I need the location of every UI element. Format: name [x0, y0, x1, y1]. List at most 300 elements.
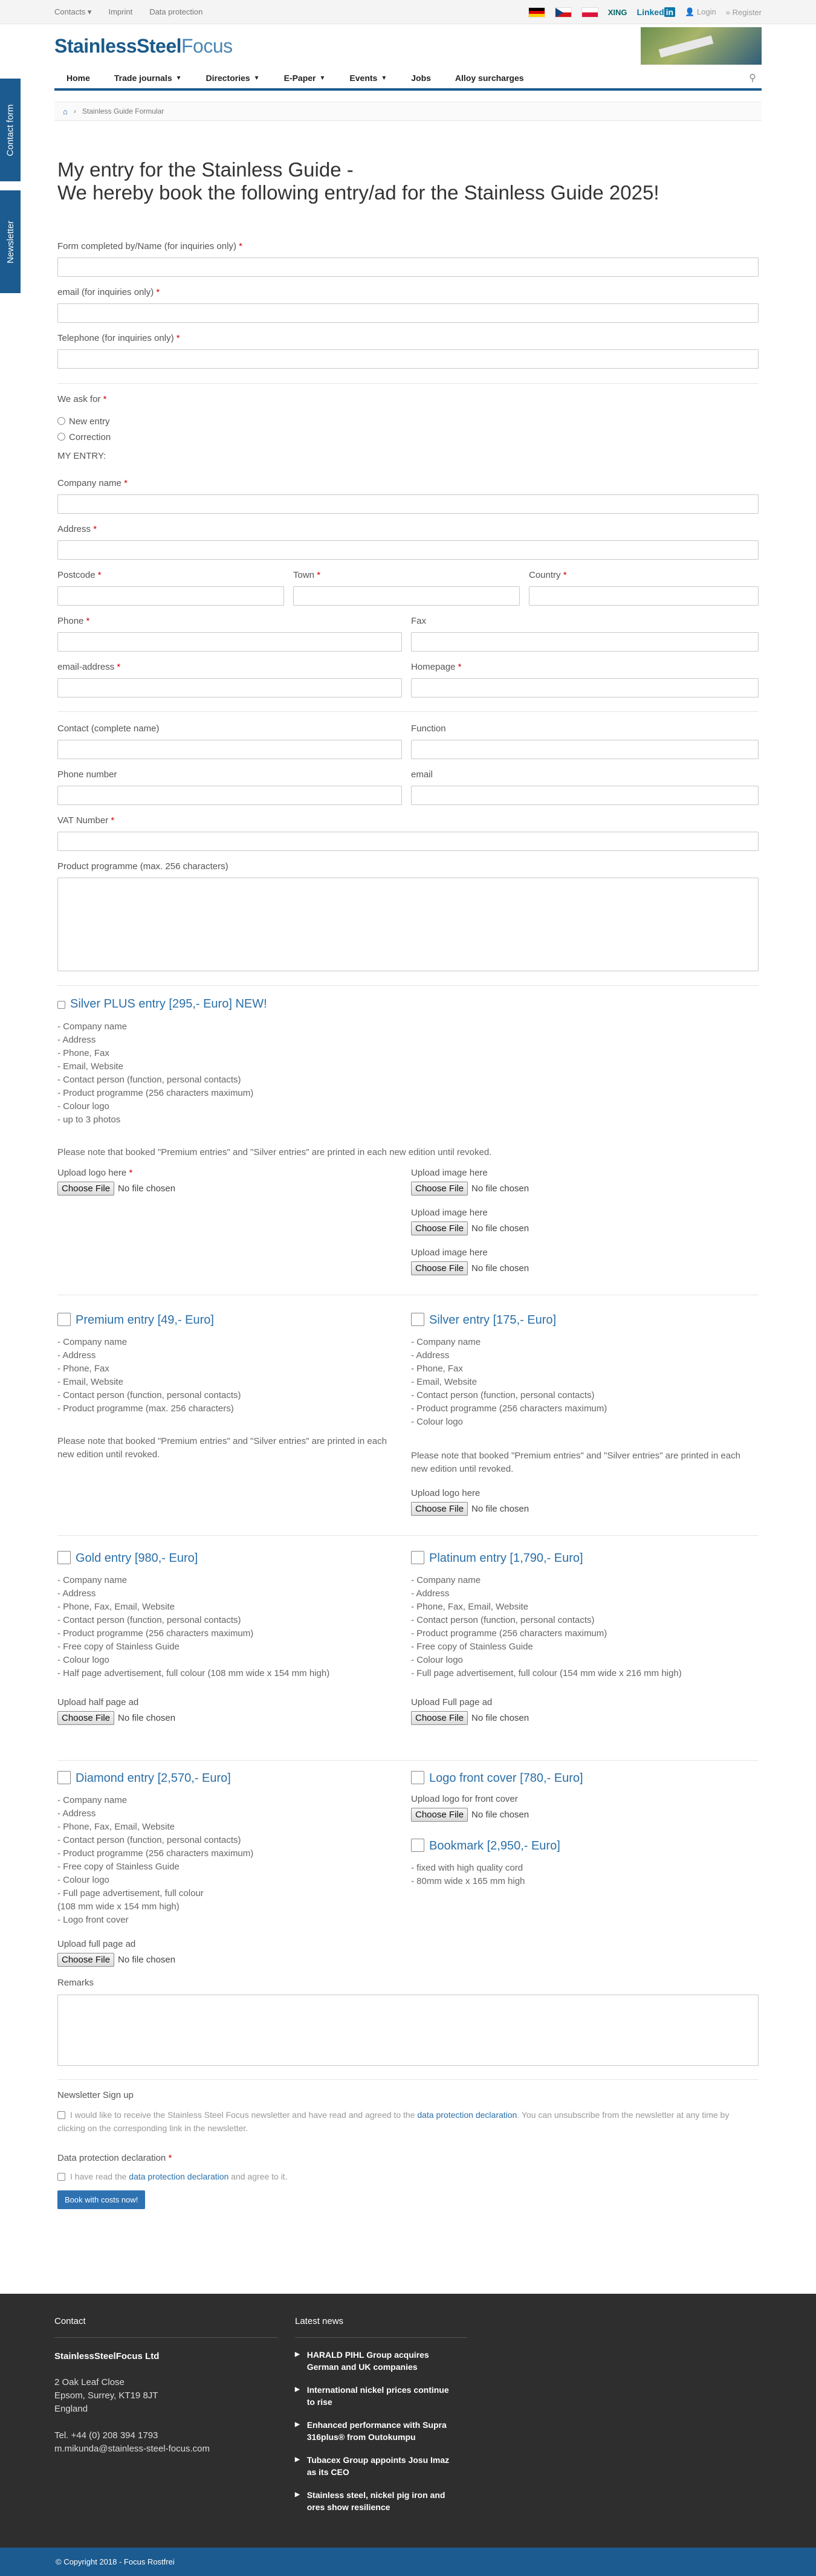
linkedin-in: in [664, 7, 675, 17]
contact-form-tab[interactable] [0, 79, 21, 181]
nav-home[interactable] [54, 73, 102, 83]
upload-half-page-label: Upload half page ad [57, 1697, 139, 1707]
search-icon[interactable]: ⚲ [749, 73, 756, 83]
vat-label [57, 815, 114, 826]
no-file-text: No file chosen [471, 1504, 529, 1514]
list-item: - Full page advertisement, full colour (154 mm wide x 216 mm high) [411, 1668, 682, 1678]
upload-front-cover-label: Upload logo for front cover [411, 1794, 518, 1804]
premium-features [57, 1336, 241, 1416]
news-item[interactable] [295, 2489, 458, 2513]
page-title-line-1: My entry for the Stainless Guide - [57, 158, 354, 181]
list-item: - Contact person (function, personal contacts) [411, 1390, 595, 1400]
newsletter-tab-label: Newsletter [5, 220, 16, 264]
gold-checkbox[interactable] [57, 1551, 71, 1564]
list-item: - Full page advertisement, full colour [57, 1888, 204, 1898]
postcode-label [57, 570, 102, 580]
header-banner-image[interactable] [641, 27, 762, 65]
list-item: - Email, Website [57, 1377, 123, 1387]
newsletter-text-a: I would like to receive the Stainless Steel Focus newsletter and have read and agreed to the [70, 2110, 418, 2120]
divider [57, 985, 759, 986]
required-mark: * [458, 662, 462, 672]
we-ask-for-text: We ask for [57, 394, 101, 404]
no-file-text: No file chosen [118, 1183, 176, 1194]
nav-events-label: Events [349, 73, 378, 83]
arrow-right-icon: ▶ [295, 2456, 300, 2463]
divider [57, 1760, 759, 1761]
news-item[interactable] [295, 2349, 458, 2373]
list-item: - Free copy of Stainless Guide [57, 1642, 180, 1652]
register-label: Register [732, 7, 762, 17]
news-item-title: HARALD PIHL Group acquires German and UK companies [306, 2350, 429, 2372]
completed-by-input[interactable] [57, 257, 759, 277]
linkedin-icon[interactable] [637, 7, 676, 17]
completed-by-text: Form completed by/Name (for inquiries only) [57, 241, 236, 251]
list-item: - Contact person (function, personal contacts) [57, 1615, 241, 1625]
list-item: - Product programme (256 characters maximum) [57, 1088, 254, 1098]
remarks-label: Remarks [57, 1978, 94, 1988]
list-item: - Address [57, 1350, 96, 1361]
list-item: - Product programme (256 characters maximum) [411, 1628, 607, 1639]
logo-part-2: Focus [181, 34, 233, 57]
address-text: Address [57, 524, 91, 534]
address-input[interactable] [57, 540, 759, 560]
list-item: - Address [57, 1588, 96, 1599]
upload-image-label: Upload image here [411, 1248, 488, 1258]
user-icon: 👤 [685, 7, 695, 16]
phone-text: Phone [57, 616, 84, 626]
list-item: - Company name [411, 1575, 481, 1585]
silver-plus-note: Please note that booked "Premium entries" and "Silver entries" are printed in each new edition until revoked. [57, 1147, 492, 1157]
no-file-text: No file chosen [471, 1263, 529, 1273]
address-line: England [54, 2404, 88, 2414]
divider [295, 2337, 467, 2338]
list-item: - Free copy of Stainless Guide [57, 1862, 180, 1872]
email-address-text: email-address [57, 662, 115, 672]
site-logo[interactable] [54, 35, 233, 57]
silver-option[interactable] [411, 1313, 556, 1327]
news-item-title: Enhanced performance with Supra 316plus® from Outokumpu [306, 2420, 447, 2442]
function-input[interactable] [411, 740, 759, 759]
list-item: (108 mm wide x 154 mm high) [57, 1901, 180, 1912]
email-address-input[interactable] [57, 678, 402, 697]
choose-file-button[interactable]: Choose File [57, 1953, 114, 1967]
no-file-text: No file chosen [471, 1183, 529, 1194]
login-link[interactable] [685, 7, 716, 17]
nav-epaper-label: E-Paper [283, 73, 316, 83]
newsletter-tab[interactable] [0, 190, 21, 293]
new-entry-label: New entry [69, 416, 110, 427]
silver-title: Silver entry [175,- Euro] [429, 1313, 557, 1327]
choose-file-button[interactable]: Choose File [411, 1711, 468, 1725]
xing-icon[interactable]: XING [607, 7, 627, 17]
list-item: - Address [57, 1035, 96, 1045]
upload-logo-label: Upload logo here [411, 1488, 481, 1498]
list-item: - Colour logo [411, 1655, 463, 1665]
czech-flag-icon[interactable] [555, 7, 572, 18]
nav-jobs-label: Jobs [411, 73, 431, 83]
breadcrumb-sep: › [73, 107, 76, 115]
list-item: - fixed with high quality cord [411, 1863, 523, 1873]
logo-front-cover-title: Logo front cover [780,- Euro] [429, 1772, 583, 1785]
fax-label: Fax [411, 616, 427, 626]
premium-note: Please note that booked "Premium entries" and "Silver entries" are printed in each new edition until revoked. [57, 1436, 387, 1460]
required-mark: * [168, 2153, 172, 2163]
list-item: - Phone, Fax [57, 1364, 109, 1374]
nav-directories-label: Directories [206, 73, 250, 83]
choose-file-button[interactable]: Choose File [57, 1711, 114, 1725]
company-name-input[interactable] [57, 494, 759, 514]
imprint-link[interactable]: Imprint [108, 7, 133, 16]
choose-file-button[interactable]: Choose File [411, 1182, 468, 1196]
breadcrumb [54, 102, 762, 121]
telephone-inquiries-text: Telephone (for inquiries only) [57, 333, 174, 343]
new-entry-option[interactable] [57, 416, 110, 427]
data-protection-checkbox[interactable] [57, 2173, 65, 2181]
chevron-down-icon: ▼ [381, 74, 387, 82]
linkedin-text: Linked [636, 7, 664, 17]
contact-form-tab-label: Contact form [5, 104, 16, 156]
correction-option[interactable] [57, 432, 111, 442]
register-icon: » [725, 7, 730, 17]
company-name-text: Company name [57, 478, 121, 488]
chevron-down-icon: ▼ [319, 74, 326, 82]
news-item-title: Stainless steel, nickel pig iron and ores show resilience [306, 2490, 445, 2512]
login-label: Login [696, 7, 716, 16]
logo-front-cover-option[interactable] [411, 1771, 583, 1785]
nav-directories[interactable] [194, 73, 272, 83]
bookmark-features [411, 1862, 525, 1888]
list-item: - Email, Website [57, 1061, 123, 1072]
home-icon[interactable]: ⌂ [63, 106, 68, 116]
copyright-bar [0, 2548, 816, 2576]
platinum-features [411, 1574, 682, 1680]
list-item: - Company name [57, 1795, 128, 1805]
email-address-label [57, 662, 120, 672]
choose-file-button[interactable]: Choose File [411, 1222, 468, 1235]
diamond-option[interactable] [57, 1771, 231, 1785]
no-file-text: No file chosen [118, 1713, 176, 1723]
gold-upload [57, 1697, 175, 1725]
silver-plus-option[interactable] [57, 997, 267, 1011]
diamond-checkbox[interactable] [57, 1771, 71, 1784]
divider [57, 1535, 759, 1536]
nav-alloy-label: Alloy surcharges [455, 73, 524, 83]
logo-front-cover-upload [411, 1794, 529, 1822]
footer-company-name: StainlessSteelFocus Ltd [54, 2351, 160, 2361]
list-item: - Company name [57, 1021, 128, 1032]
required-mark: * [97, 570, 102, 580]
footer-news-column [295, 2294, 467, 2513]
platinum-title: Platinum entry [1,790,- Euro] [429, 1552, 583, 1565]
list-item: - Colour logo [57, 1875, 109, 1885]
dataprot-text-b: and agree to it. [228, 2172, 288, 2181]
list-item: - up to 3 photos [57, 1115, 121, 1125]
diamond-features [57, 1794, 253, 1927]
list-item: - 80mm wide x 165 mm high [411, 1876, 525, 1886]
fax-input[interactable] [411, 632, 759, 652]
footer-address [54, 2376, 278, 2416]
gold-features [57, 1574, 329, 1680]
nav-jobs[interactable] [399, 73, 443, 83]
required-mark: * [317, 570, 321, 580]
contact-name-label: Contact (complete name) [57, 723, 160, 734]
list-item: - Phone, Fax, Email, Website [411, 1602, 528, 1612]
town-input[interactable] [293, 586, 520, 606]
main-nav [54, 68, 762, 91]
no-file-text: No file chosen [118, 1955, 176, 1965]
newsletter-heading: Newsletter Sign up [57, 2090, 134, 2100]
list-item: - Phone, Fax, Email, Website [57, 1822, 175, 1832]
choose-file-button[interactable]: Choose File [411, 1261, 468, 1275]
silver-logo-upload [411, 1488, 529, 1516]
vat-input[interactable] [57, 832, 759, 851]
nav-events[interactable] [337, 73, 399, 83]
address-line: 2 Oak Leaf Close [54, 2377, 125, 2387]
header [54, 24, 762, 68]
silver-plus-image-upload-1 [411, 1168, 529, 1196]
polish-flag-icon[interactable] [581, 7, 598, 18]
diamond-title: Diamond entry [2,570,- Euro] [76, 1772, 231, 1785]
telephone-inquiries-input[interactable] [57, 349, 759, 369]
list-item: - Product programme (256 characters maximum) [57, 1848, 254, 1859]
country-text: Country [529, 570, 561, 580]
no-file-text: No file chosen [471, 1810, 529, 1820]
german-flag-icon[interactable] [528, 7, 545, 18]
list-item: - Colour logo [411, 1417, 463, 1427]
footer [0, 2294, 816, 2548]
arrow-right-icon: ▶ [295, 2351, 300, 2358]
remarks-textarea[interactable] [57, 1995, 759, 2066]
list-item: - Phone, Fax [411, 1364, 463, 1374]
news-item[interactable] [295, 2384, 458, 2408]
newsletter-checkbox[interactable] [57, 2111, 65, 2119]
list-item: - Half page advertisement, full colour (108 mm wide x 154 mm high) [57, 1668, 330, 1678]
dataprot-text-a: I have read the [70, 2172, 129, 2181]
news-item[interactable] [295, 2419, 458, 2443]
list-item: - Contact person (function, personal contacts) [57, 1390, 241, 1400]
email-inquiries-label [57, 287, 160, 297]
required-mark: * [111, 815, 115, 826]
no-file-text: No file chosen [471, 1713, 529, 1723]
homepage-input[interactable] [411, 678, 759, 697]
required-mark: * [129, 1168, 133, 1178]
data-protection-consent [57, 2170, 288, 2183]
correction-label: Correction [69, 432, 111, 442]
nav-alloy-surcharges[interactable] [443, 73, 536, 83]
required-mark: * [124, 478, 128, 488]
entry-form [57, 158, 759, 2274]
nav-trade-journals[interactable] [102, 73, 194, 83]
list-item: - Logo front cover [57, 1915, 129, 1925]
address-label [57, 524, 97, 534]
required-mark: * [103, 394, 107, 404]
data-protection-heading-text: Data protection declaration [57, 2153, 166, 2163]
silver-plus-image-upload-3 [411, 1248, 529, 1275]
bookmark-option[interactable] [411, 1839, 560, 1853]
list-item: - Colour logo [57, 1101, 109, 1112]
postcode-input[interactable] [57, 586, 284, 606]
required-mark: * [239, 241, 242, 251]
required-mark: * [86, 616, 90, 626]
nav-epaper[interactable] [272, 73, 338, 83]
new-entry-radio[interactable] [57, 417, 65, 425]
chevron-down-icon: ▼ [253, 74, 260, 82]
list-item: - Address [57, 1808, 96, 1819]
news-item-title: International nickel prices continue to rise [306, 2385, 449, 2407]
phone-number-label: Phone number [57, 769, 117, 780]
premium-checkbox[interactable] [57, 1313, 71, 1326]
breadcrumb-current: Stainless Guide Formular [82, 107, 164, 115]
newsletter-text-b: . You can unsubscribe from the newsletter at any time by clicking on the corresponding link in the newsletter. [57, 2110, 730, 2133]
silver-note: Please note that booked "Premium entries" and "Silver entries" are printed in each new edition until revoked. [411, 1451, 740, 1474]
nav-trade-journals-label: Trade journals [114, 73, 172, 83]
upload-logo-text: Upload logo here [57, 1168, 127, 1178]
list-item: - Contact person (function, personal contacts) [411, 1615, 595, 1625]
upload-image-label: Upload image here [411, 1168, 488, 1178]
email-label: email [411, 769, 433, 780]
list-item: - Free copy of Stainless Guide [411, 1642, 533, 1652]
upload-image-label: Upload image here [411, 1208, 488, 1218]
contacts-dropdown[interactable]: Contacts ▾ [54, 7, 92, 16]
homepage-text: Homepage [411, 662, 456, 672]
arrow-right-icon: ▶ [295, 2386, 300, 2393]
vat-text: VAT Number [57, 815, 109, 826]
completed-by-label [57, 241, 242, 251]
divider [57, 383, 759, 384]
footer-news-heading: Latest news [295, 2316, 344, 2326]
divider [57, 711, 759, 712]
upload-full-page-label: Upload full page ad [57, 1939, 136, 1949]
list-item: - Email, Website [411, 1377, 477, 1387]
town-text: Town [293, 570, 315, 580]
homepage-label [411, 662, 461, 672]
submit-button[interactable]: Book with costs now! [57, 2190, 145, 2209]
premium-title: Premium entry [49,- Euro] [76, 1313, 214, 1327]
function-label: Function [411, 723, 446, 734]
page-title-line-2: We hereby book the following entry/ad for the Stainless Guide 2025! [57, 181, 659, 204]
required-mark: * [563, 570, 567, 580]
country-label [529, 570, 567, 580]
gold-option[interactable] [57, 1551, 198, 1565]
platinum-upload [411, 1697, 529, 1725]
choose-file-button[interactable]: Choose File [411, 1808, 468, 1822]
upload-logo-label [57, 1168, 175, 1178]
chevron-down-icon: ▼ [175, 74, 182, 82]
country-input[interactable] [529, 586, 759, 606]
silver-plus-title: Silver PLUS entry [295,- Euro] NEW! [70, 997, 267, 1011]
silver-plus-logo-upload [57, 1168, 175, 1196]
arrow-right-icon: ▶ [295, 2491, 300, 2498]
silver-features [411, 1336, 607, 1429]
logo-front-cover-checkbox[interactable] [411, 1771, 424, 1784]
phone-input[interactable] [57, 632, 402, 652]
list-item: - Phone, Fax, Email, Website [57, 1602, 175, 1612]
platinum-option[interactable] [411, 1551, 583, 1565]
choose-file-button[interactable]: Choose File [57, 1182, 114, 1196]
list-item: - Contact person (function, personal contacts) [57, 1075, 241, 1085]
product-programme-label: Product programme (max. 256 characters) [57, 861, 228, 872]
top-bar [0, 0, 816, 24]
news-item-title: Tubacex Group appoints Josu Imaz as its CEO [306, 2455, 450, 2477]
phone-label [57, 616, 89, 626]
my-entry-heading: MY ENTRY: [57, 451, 106, 461]
list-item: - Company name [411, 1337, 481, 1347]
list-item: - Phone, Fax [57, 1048, 109, 1058]
list-item: - Company name [57, 1575, 128, 1585]
nav-home-label: Home [66, 73, 90, 83]
list-item: - Address [411, 1350, 450, 1361]
silver-plus-checkbox[interactable] [57, 1001, 65, 1009]
footer-contact-heading: Contact [54, 2316, 86, 2326]
newsletter-consent [57, 2108, 759, 2135]
data-protection-link[interactable]: data protection declaration [417, 2110, 517, 2120]
telephone-inquiries-label [57, 333, 180, 343]
page-title [57, 158, 759, 204]
copyright-text: © Copyright 2018 - Focus Rostfrei [56, 2557, 175, 2566]
email-inquiries-input[interactable] [57, 303, 759, 323]
we-ask-for-label [57, 394, 106, 404]
data-protection-link[interactable]: data protection declaration [129, 2172, 229, 2181]
postcode-text: Postcode [57, 570, 96, 580]
logo-part-1: StainlessSteel [54, 34, 181, 57]
register-link[interactable] [726, 8, 762, 17]
list-item: - Colour logo [57, 1655, 109, 1665]
no-file-text: No file chosen [471, 1223, 529, 1234]
diamond-upload [57, 1939, 175, 1967]
bookmark-title: Bookmark [2,950,- Euro] [429, 1839, 560, 1853]
required-mark: * [176, 333, 180, 343]
town-label [293, 570, 320, 580]
phone-number-input[interactable] [57, 786, 402, 805]
footer-contact-column [54, 2294, 278, 2456]
list-item: - Product programme (256 characters maximum) [411, 1403, 607, 1414]
platinum-checkbox[interactable] [411, 1551, 424, 1564]
email-inquiries-text: email (for inquiries only) [57, 287, 154, 297]
arrow-right-icon: ▶ [295, 2421, 300, 2428]
footer-tel: Tel. +44 (0) 208 394 1793 [54, 2430, 158, 2441]
list-item: - Product programme (max. 256 characters) [57, 1403, 234, 1414]
required-mark: * [117, 662, 121, 672]
list-item: - Product programme (256 characters maximum) [57, 1628, 254, 1639]
footer-contact-info [54, 2429, 278, 2456]
divider [54, 2337, 278, 2338]
bookmark-checkbox[interactable] [411, 1839, 424, 1852]
divider [57, 2079, 759, 2080]
silver-plus-image-upload-2 [411, 1208, 529, 1235]
data-protection-heading [57, 2153, 172, 2163]
list-item: - Address [411, 1588, 450, 1599]
address-line: Epsom, Surrey, KT19 8JT [54, 2390, 158, 2401]
required-mark: * [93, 524, 97, 534]
footer-email-link[interactable]: m.mikunda@stainless-steel-focus.com [54, 2444, 210, 2454]
upload-full-page-label: Upload Full page ad [411, 1697, 493, 1707]
list-item: - Contact person (function, personal contacts) [57, 1835, 241, 1845]
contact-name-input[interactable] [57, 740, 402, 759]
gold-title: Gold entry [980,- Euro] [76, 1552, 198, 1565]
choose-file-button[interactable]: Choose File [411, 1502, 468, 1516]
data-protection-link[interactable]: Data protection [149, 7, 203, 16]
silver-checkbox[interactable] [411, 1313, 424, 1326]
silver-plus-features [57, 1020, 253, 1127]
required-mark: * [156, 287, 160, 297]
email-input[interactable] [411, 786, 759, 805]
company-name-label [57, 478, 128, 488]
correction-radio[interactable] [57, 433, 65, 441]
premium-option[interactable] [57, 1313, 214, 1327]
product-programme-textarea[interactable] [57, 878, 759, 971]
news-item[interactable] [295, 2454, 458, 2478]
list-item: - Company name [57, 1337, 128, 1347]
